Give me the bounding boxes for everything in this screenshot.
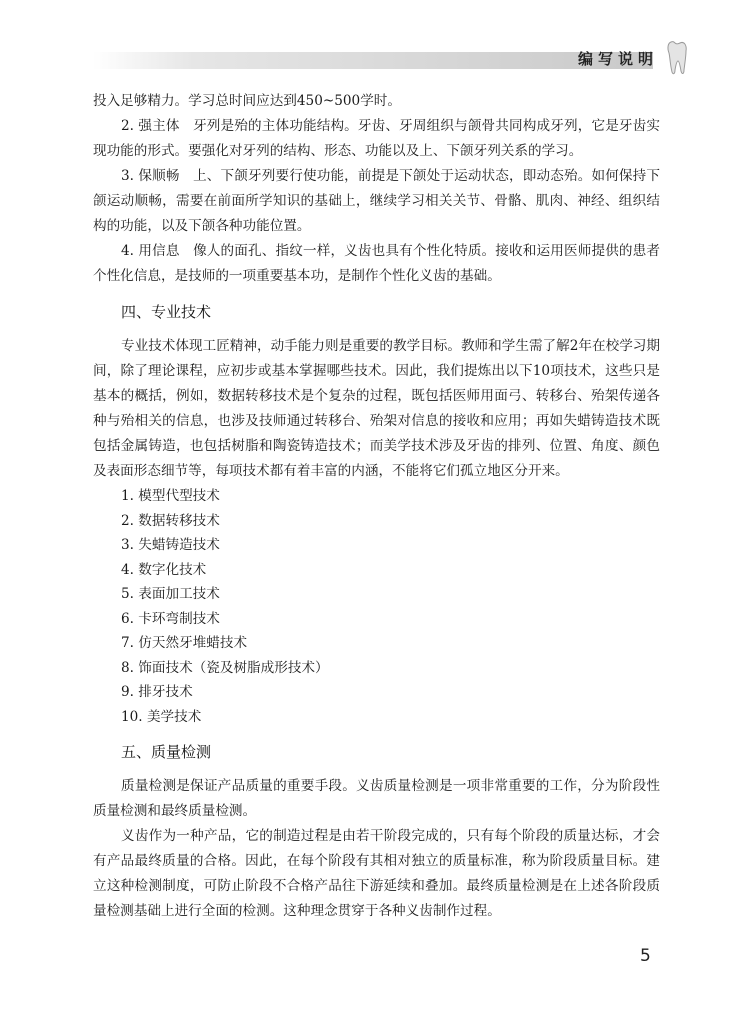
tooth-icon [666,40,688,76]
principle-2 [93,114,660,164]
list-item: 9. 排牙技术 [121,684,193,700]
page-number: 5 [640,946,651,966]
list-item: 8. 饰面技术（瓷及树脂成形技术） [121,659,329,676]
list-item: 5. 表面加工技术 [121,586,220,602]
list-item: 1. 模型代型技术 [121,488,220,504]
principle-text: 上、下颌牙列要行使功能，前提是下颌处于运动状态，即动态殆。如何保持下颌运动顺畅，需要在前面所学知识的基础上，继续学习相关关节、骨骼、肌肉、神经、组织结构的功能，以及下颌各种功能位置。 [93,168,661,234]
intro-continuation: 投入足够精力。学习总时间应达到450~500学时。 [93,93,401,109]
principle-text: 牙列是殆的主体功能结构。牙齿、牙周组织与颌骨共同构成牙列，它是牙齿实现功能的形式。要强化对牙列的结构、形态、功能以及上、下颌牙列关系的学习。 [93,118,661,159]
principle-3 [93,164,660,239]
header-bar [93,52,653,69]
technique-list [93,484,660,729]
header-title: 编写说明 [578,50,659,68]
section5-paragraph-2: 义齿作为一种产品，它的制造过程是由若干阶段完成的，只有每个阶段的质量达标，才会有产品最终质量的合格。因此，在每个阶段有其相对独立的质量标准，称为阶段质量目标。建立这种检测制度，可防止阶段不合格产品往下游延续和叠加。最终质量检测是在上述各阶段质量检测基础上进行全面的检测。这种理念贯穿于各种义齿制作过程。 [93,828,660,919]
section4-paragraph: 专业技术体现工匠精神，动手能力则是重要的教学目标。教师和学生需了解2年在校学习期间，除了理论课程，应初步或基本掌握哪些技术。因此，我们提炼出以下10项技术，这些只是基本的概括，例如，数据转移技术是个复杂的过程，既包括医师用面弓、转移台、殆架传递各种与殆相关的信息，也涉及技师通过转移台、殆架对信息的接收和应用；再如失蜡铸造技术既包括金属铸造，也包括树脂和陶瓷铸造技术；而美学技术涉及牙齿的排列、位置、角度、颜色及表面形态细节等，每项技术都有着丰富的内涵，不能将它们孤立地区分开来。 [93,338,660,479]
section5-paragraph-1: 质量检测是保证产品质量的重要手段。义齿质量检测是一项非常重要的工作，分为阶段性质量检测和最终质量检测。 [93,778,660,819]
page-content [93,89,660,924]
principle-label: 4. 用信息 [121,243,180,259]
list-item: 4. 数字化技术 [121,561,207,578]
list-item: 10. 美学技术 [121,708,202,725]
list-item: 7. 仿天然牙堆蜡技术 [121,635,248,651]
list-item: 3. 失蜡铸造技术 [121,537,220,553]
list-item: 6. 卡环弯制技术 [121,610,220,627]
principle-label: 2. 强主体 [121,118,180,134]
principle-label: 3. 保顺畅 [121,168,180,184]
list-item: 2. 数据转移技术 [121,512,220,529]
principle-text: 像人的面孔、指纹一样，义齿也具有个性化特质。接收和运用医师提供的患者个性化信息，是技师的一项重要基本功，是制作个性化义齿的基础。 [93,243,661,284]
section-heading-professional-tech: 四、专业技术 [121,303,212,321]
section-heading-quality-inspection: 五、质量检测 [121,743,212,761]
principle-4 [93,239,660,289]
